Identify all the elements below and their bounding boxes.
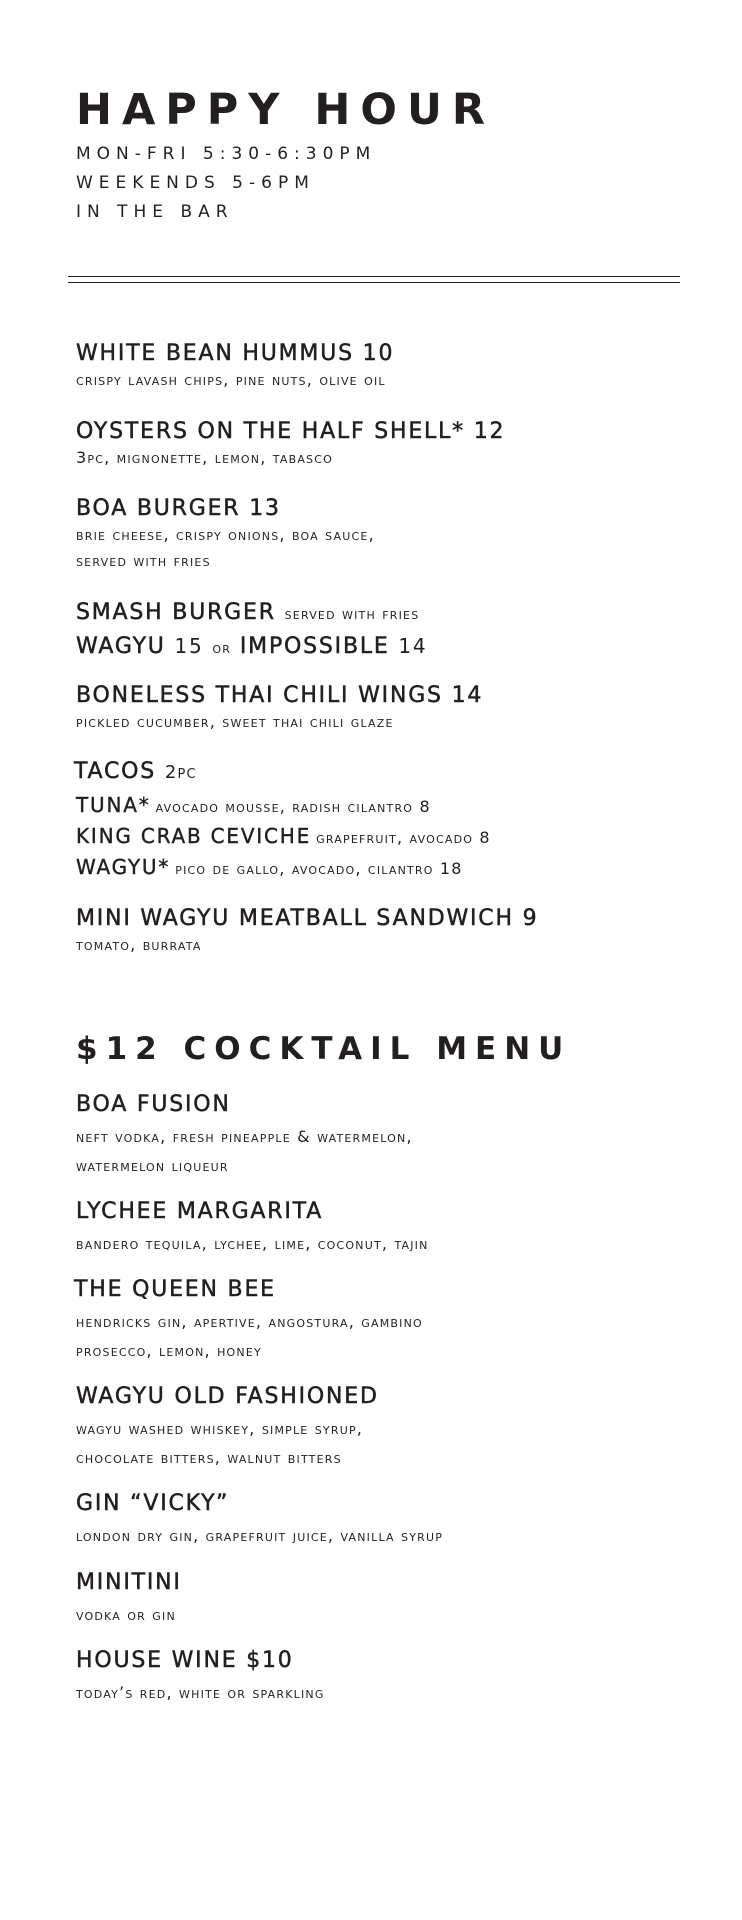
item-inline-description: served with fries [284,604,420,623]
item-options-line [76,633,716,661]
cocktail-description: neft vodka, fresh pineapple & watermelon, [76,1127,413,1146]
menu-item-oysters [76,419,716,471]
house-wine [76,1648,716,1707]
cocktail-gin-vicky [76,1491,716,1550]
taco-list [76,793,716,886]
item-description-line-2: served with fries [76,551,211,570]
taco-description: pico de gallo, avocado, cilantro 18 [175,859,463,878]
item-name: TACOS [74,759,157,784]
item-description: pickled cucumber, sweet thai chili glaze [76,712,394,731]
item-name: BOA BURGER 13 [76,496,281,521]
menu-item-smash-burger [76,600,716,661]
option-wagyu: WAGYU [76,634,166,659]
cocktail-lychee-margarita [76,1199,716,1258]
cocktail-description-line-2: chocolate bitters, walnut bitters [76,1448,342,1467]
item-name-line [76,600,716,627]
taco-wagyu [76,855,716,886]
cocktail-description-line-2: prosecco, lemon, honey [76,1341,262,1360]
schedule-location: IN THE BAR [76,202,234,222]
cocktail-boa-fusion [76,1092,716,1180]
option-or: or [212,638,232,657]
item-inline-description: 2pc [164,762,197,783]
menu-item-tacos [76,759,716,886]
cocktail-name: GIN “VICKY” [76,1491,230,1516]
cocktail-name: BOA FUSION [76,1092,231,1117]
option-impossible: IMPOSSIBLE [239,634,390,659]
cocktail-minitini [76,1570,716,1629]
schedule-weekends: WEEKENDS 5-6PM [76,173,315,193]
cocktail-description: london dry gin, grapefruit juice, vanilla syrup [76,1526,444,1545]
taco-name: KING CRAB CEVICHE [76,824,312,848]
taco-name: TUNA* [76,793,151,817]
cocktail-menu-title: $12 COCKTAIL MENU [76,1031,572,1067]
taco-description: grapefruit, avocado 8 [316,828,491,847]
cocktail-name: THE QUEEN BEE [74,1277,276,1302]
menu-item-hummus [76,341,716,393]
option-impossible-price: 14 [398,634,428,658]
taco-description: avocado mousse, radish cilantro 8 [155,797,431,816]
cocktail-description: bandero tequila, lychee, lime, coconut, tajin [76,1234,429,1253]
item-name-line [74,759,716,786]
menu-item-boa-burger [76,496,716,574]
cocktail-wagyu-old-fashioned [76,1384,716,1472]
taco-name: WAGYU* [76,855,171,879]
cocktail-name: WAGYU OLD FASHIONED [76,1384,379,1409]
item-name: WHITE BEAN HUMMUS 10 [76,341,395,366]
divider-top [68,276,680,277]
taco-tuna [76,793,716,824]
item-name: MINI WAGYU MEATBALL SANDWICH 9 [76,906,539,931]
option-wagyu-price: 15 [174,634,204,658]
menu-item-thai-chili-wings [76,683,716,735]
cocktail-name: LYCHEE MARGARITA [76,1199,324,1224]
cocktail-description-line-2: watermelon liqueur [76,1156,229,1175]
cocktail-name: MINITINI [76,1570,182,1595]
divider-bottom [68,282,680,283]
menu-item-meatball-sandwich [76,906,716,958]
cocktail-description: wagyu washed whiskey, simple syrup, [76,1419,364,1438]
cocktail-name: HOUSE WINE $10 [76,1648,294,1673]
taco-king-crab-ceviche [76,824,716,855]
cocktail-description: vodka or gin [76,1605,176,1624]
happy-hour-title: HAPPY HOUR [76,85,495,135]
schedule-weekdays: MON-FRI 5:30-6:30PM [76,144,377,164]
item-description: tomato, burrata [76,935,202,954]
item-name: OYSTERS ON THE HALF SHELL* 12 [76,419,506,444]
item-name: SMASH BURGER [76,600,276,625]
cocktail-description: today’s red, white or sparkling [76,1683,325,1702]
item-description: crispy lavash chips, pine nuts, olive oil [76,370,386,389]
item-description: brie cheese, crispy onions, boa sauce, [76,525,375,544]
cocktail-queen-bee [76,1277,716,1365]
item-description: 3pc, mignonette, lemon, tabasco [76,448,333,467]
item-name: BONELESS THAI CHILI WINGS 14 [76,683,484,708]
cocktail-description: hendricks gin, apertive, angostura, gambino [76,1312,423,1331]
